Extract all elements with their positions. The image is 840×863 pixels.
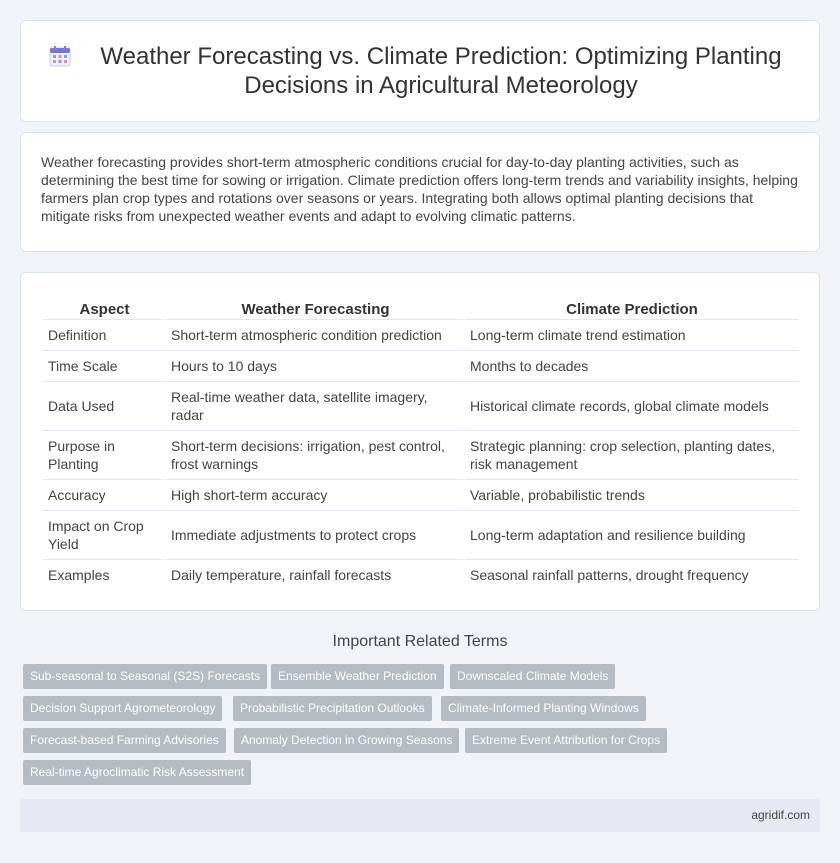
row-aspect: Purpose in Planting bbox=[43, 430, 166, 479]
table-row bbox=[43, 350, 799, 381]
row-climate: Variable, probabilistic trends bbox=[465, 479, 799, 510]
table-row bbox=[43, 381, 799, 430]
related-terms-title: Important Related Terms bbox=[332, 633, 508, 650]
table-header-row bbox=[43, 293, 799, 319]
row-aspect: Definition bbox=[43, 319, 166, 350]
row-climate: Long-term climate trend estimation bbox=[465, 319, 799, 350]
header-climate-prediction: Climate Prediction bbox=[566, 300, 698, 318]
intro-card bbox=[20, 132, 820, 252]
row-climate: Strategic planning: crop selection, planting dates, risk management bbox=[465, 430, 799, 479]
row-aspect: Impact on Crop Yield bbox=[43, 510, 166, 559]
row-weather: Short-term atmospheric condition prediction bbox=[166, 319, 465, 350]
row-weather: Immediate adjustments to protect crops bbox=[166, 510, 465, 559]
related-term-tag[interactable]: Real-time Agroclimatic Risk Assessment bbox=[23, 760, 251, 785]
calendar-icon bbox=[49, 45, 71, 67]
row-aspect: Time Scale bbox=[43, 350, 166, 381]
table-row bbox=[43, 430, 799, 479]
header-card bbox=[20, 20, 820, 122]
row-weather: High short-term accuracy bbox=[166, 479, 465, 510]
related-term-tag[interactable]: Anomaly Detection in Growing Seasons bbox=[234, 728, 459, 753]
related-term-tag[interactable]: Ensemble Weather Prediction bbox=[271, 664, 444, 689]
table-row bbox=[43, 479, 799, 510]
row-weather: Hours to 10 days bbox=[166, 350, 465, 381]
header-aspect: Aspect bbox=[79, 300, 130, 318]
related-term-tag[interactable]: Extreme Event Attribution for Crops bbox=[465, 728, 667, 753]
row-weather: Real-time weather data, satellite imagery, radar bbox=[166, 381, 465, 430]
page-title: Weather Forecasting vs. Climate Prediction: Optimizing Planting Decisions in Agricultural Meteorology bbox=[100, 43, 782, 99]
footer-site-link[interactable]: agridif.com bbox=[751, 808, 810, 822]
footer bbox=[20, 799, 820, 832]
table-row bbox=[43, 319, 799, 350]
intro-text: Weather forecasting provides short-term atmospheric conditions crucial for day-to-day planting activities, such as determining the best time for sowing or irrigation. Climate prediction offers long-term trends and variability insights, helping farmers plan crop types and rotations over seasons or years. Integrating both allows optimal planting decisions that mitigate risks from unexpected weather events and adapt to evolving climatic patterns. bbox=[41, 154, 798, 224]
comparison-table bbox=[43, 293, 799, 590]
related-term-tag[interactable]: Downscaled Climate Models bbox=[450, 664, 615, 689]
header-weather-forecasting: Weather Forecasting bbox=[241, 300, 390, 318]
row-climate: Historical climate records, global climate models bbox=[465, 381, 799, 430]
related-term-tag[interactable]: Probabilistic Precipitation Outlooks bbox=[233, 696, 432, 721]
row-weather: Short-term decisions: irrigation, pest control, frost warnings bbox=[166, 430, 465, 479]
row-weather: Daily temperature, rainfall forecasts bbox=[166, 559, 465, 590]
table-row bbox=[43, 510, 799, 559]
related-term-tag[interactable]: Decision Support Agrometeorology bbox=[23, 696, 222, 721]
row-climate: Seasonal rainfall patterns, drought frequency bbox=[465, 559, 799, 590]
comparison-card bbox=[20, 272, 820, 611]
related-term-tag[interactable]: Forecast-based Farming Advisories bbox=[23, 728, 226, 753]
row-climate: Long-term adaptation and resilience building bbox=[465, 510, 799, 559]
row-aspect: Data Used bbox=[43, 381, 166, 430]
row-aspect: Examples bbox=[43, 559, 166, 590]
related-term-tag[interactable]: Climate-Informed Planting Windows bbox=[441, 696, 646, 721]
row-aspect: Accuracy bbox=[43, 479, 166, 510]
related-term-tag[interactable]: Sub-seasonal to Seasonal (S2S) Forecasts bbox=[23, 664, 267, 689]
row-climate: Months to decades bbox=[465, 350, 799, 381]
table-row bbox=[43, 559, 799, 590]
